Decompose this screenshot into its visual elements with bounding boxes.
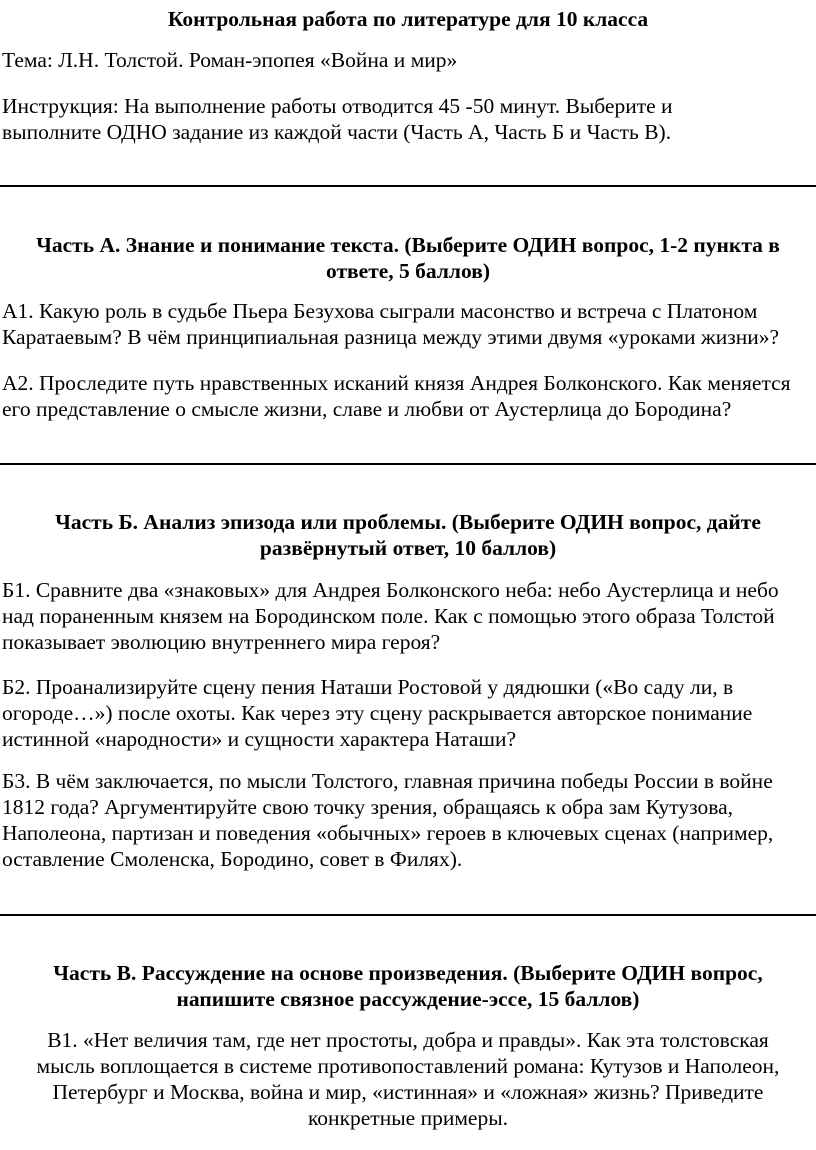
question-b3-line-3: Наполеона, партизан и поведения «обычных» героев в ключевых сценах (например, bbox=[2, 821, 774, 845]
question-b1-line-3: показывает эволюцию внутреннего мира героя? bbox=[2, 630, 441, 654]
part-b-heading-line-2: развёрнутый ответ, 10 баллов) bbox=[259, 536, 557, 560]
question-b1-line-2: над пораненным князем на Бородинском поле. Как с помощью этого образа Толстой bbox=[2, 604, 775, 628]
question-c1-line-2: мысль воплощается в системе противопоставлений романа: Кутузов и Наполеон, bbox=[36, 1054, 780, 1078]
topic-line: Тема: Л.Н. Толстой. Роман-эпопея «Война и мир» bbox=[2, 48, 458, 72]
divider bbox=[0, 185, 816, 187]
question-c1-line-4: конкретные примеры. bbox=[307, 1106, 509, 1130]
question-c1-line-3: Петербург и Москва, война и мир, «истинная» и «ложная» жизнь? Приведите bbox=[52, 1080, 764, 1104]
question-b1-line-1: Б1. Сравните два «знаковых» для Андрея Болконского неба: небо Аустерлица и небо bbox=[2, 578, 779, 602]
question-b3-line-1: Б3. В чём заключается, по мысли Толстого, главная причина победы России в войне bbox=[2, 769, 773, 793]
part-a-heading-line-1: Часть А. Знание и понимание текста. (Выберите ОДИН вопрос, 1-2 пункта в bbox=[36, 233, 780, 257]
question-b2-line-1: Б2. Проанализируйте сцену пения Наташи Ростовой у дядюшки («Во саду ли, в bbox=[2, 675, 734, 699]
question-c1-line-1: В1. «Нет величия там, где нет простоты, добра и правды». Как эта толстовская bbox=[47, 1028, 769, 1052]
question-a2-line-1: А2. Проследите путь нравственных исканий князя Андрея Болконского. Как меняется bbox=[2, 371, 791, 395]
part-c-heading-line-2: напишите связное рассуждение-эссе, 15 баллов) bbox=[176, 987, 640, 1011]
divider bbox=[0, 463, 816, 465]
question-b3-line-2: 1812 года? Аргументируйте свою точку зрения, обращаясь к обра зам Кутузова, bbox=[2, 795, 734, 819]
question-b2-line-2: огороде…») после охоты. Как через эту сцену раскрывается авторское понимание bbox=[2, 701, 753, 725]
divider bbox=[0, 914, 816, 916]
question-a1-line-1: А1. Какую роль в судьбе Пьера Безухова сыграли масонство и встреча с Платоном bbox=[2, 299, 758, 323]
question-a2-line-2: его представление о смысле жизни, славе и любви от Аустерлица до Бородина? bbox=[2, 397, 732, 421]
question-b3-line-4: оставление Смоленска, Бородино, совет в Филях). bbox=[2, 847, 463, 871]
part-a-heading-line-2: ответе, 5 баллов) bbox=[326, 259, 490, 283]
instruction-line-1: Инструкция: На выполнение работы отводится 45 -50 минут. Выберите и bbox=[2, 94, 673, 118]
question-b2-line-3: истинной «народности» и сущности характера Наташи? bbox=[2, 727, 517, 751]
part-c-heading-line-1: Часть В. Рассуждение на основе произведения. (Выберите ОДИН вопрос, bbox=[53, 961, 763, 985]
part-b-heading-line-1: Часть Б. Анализ эпизода или проблемы. (Выберите ОДИН вопрос, дайте bbox=[55, 510, 761, 534]
question-a1-line-2: Каратаевым? В чём принципиальная разница между этими двумя «уроками жизни»? bbox=[2, 325, 780, 349]
page-title: Контрольная работа по литературе для 10 класса bbox=[167, 7, 649, 31]
instruction-line-2: выполните ОДНО задание из каждой части (Часть А, Часть Б и Часть В). bbox=[2, 120, 672, 144]
